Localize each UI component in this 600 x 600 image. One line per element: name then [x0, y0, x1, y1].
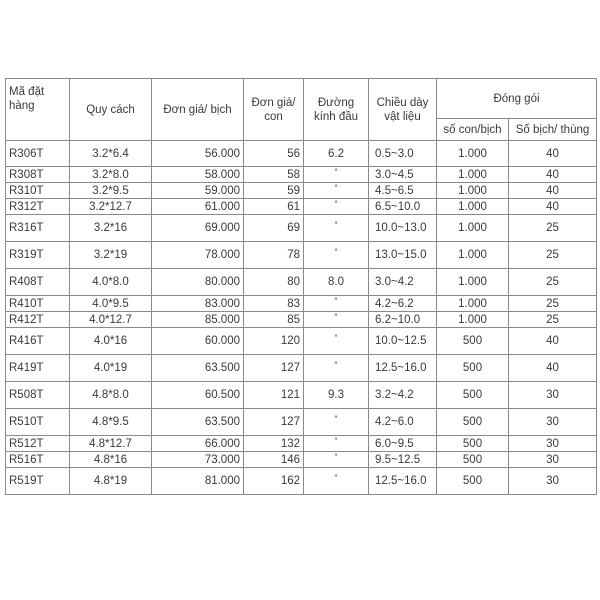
cell-head-diameter: “	[304, 196, 369, 212]
header-price-per-bag: Đơn giá/ bịch	[152, 79, 244, 141]
cell-units-per-bag: 1.000	[437, 215, 509, 242]
header-code: Mã đặt hàng	[6, 79, 70, 141]
cell-code: R510T	[6, 409, 70, 436]
cell-price-per-bag: 85.000	[152, 312, 244, 328]
cell-code: R412T	[6, 312, 70, 328]
cell-price-per-unit: 162	[244, 468, 304, 495]
cell-code: R516T	[6, 452, 70, 468]
cell-material-thickness: 4.2~6.0	[369, 409, 437, 436]
cell-material-thickness: 13.0~15.0	[369, 242, 437, 269]
cell-code: R519T	[6, 468, 70, 495]
cell-units-per-bag: 500	[437, 355, 509, 382]
cell-price-per-bag: 80.000	[152, 269, 244, 296]
cell-spec: 4.0*8.0	[70, 269, 152, 296]
cell-price-per-bag: 60.000	[152, 328, 244, 355]
cell-material-thickness: 10.0~12.5	[369, 328, 437, 355]
cell-spec: 3.2*19	[70, 242, 152, 269]
cell-spec: 4.0*12.7	[70, 312, 152, 328]
cell-head-diameter: 6.2	[304, 141, 369, 167]
cell-spec: 3.2*16	[70, 215, 152, 242]
cell-price-per-unit: 121	[244, 382, 304, 409]
cell-bags-per-box: 30	[509, 452, 597, 468]
cell-price-per-bag: 59.000	[152, 183, 244, 199]
cell-bags-per-box: 40	[509, 355, 597, 382]
cell-head-diameter: “	[304, 352, 369, 379]
cell-material-thickness: 4.2~6.2	[369, 296, 437, 312]
cell-units-per-bag: 500	[437, 452, 509, 468]
cell-price-per-unit: 83	[244, 296, 304, 312]
table-row	[6, 296, 597, 312]
header-packaging: Đóng gói	[437, 79, 597, 119]
cell-price-per-bag: 56.000	[152, 141, 244, 167]
table-row	[6, 355, 597, 382]
cell-spec: 3.2*8.0	[70, 167, 152, 183]
cell-head-diameter: “	[304, 465, 369, 492]
cell-units-per-bag: 1.000	[437, 242, 509, 269]
cell-code: R410T	[6, 296, 70, 312]
cell-price-per-unit: 56	[244, 141, 304, 167]
table-row	[6, 452, 597, 468]
table-row	[6, 141, 597, 167]
cell-spec: 4.8*8.0	[70, 382, 152, 409]
cell-units-per-bag: 1.000	[437, 312, 509, 328]
cell-units-per-bag: 1.000	[437, 199, 509, 215]
cell-bags-per-box: 30	[509, 436, 597, 452]
cell-material-thickness: 3.0~4.2	[369, 269, 437, 296]
cell-price-per-unit: 85	[244, 312, 304, 328]
cell-material-thickness: 6.5~10.0	[369, 199, 437, 215]
cell-material-thickness: 6.2~10.0	[369, 312, 437, 328]
cell-material-thickness: 10.0~13.0	[369, 215, 437, 242]
cell-spec: 4.0*16	[70, 328, 152, 355]
table-row	[6, 312, 597, 328]
cell-bags-per-box: 25	[509, 296, 597, 312]
cell-units-per-bag: 1.000	[437, 296, 509, 312]
cell-head-diameter: “	[304, 239, 369, 266]
cell-code: R306T	[6, 141, 70, 167]
cell-code: R416T	[6, 328, 70, 355]
cell-price-per-unit: 132	[244, 436, 304, 452]
cell-bags-per-box: 40	[509, 167, 597, 183]
cell-spec: 4.8*16	[70, 452, 152, 468]
rivet-price-table	[5, 78, 597, 495]
cell-head-diameter: “	[304, 449, 369, 465]
cell-price-per-bag: 60.500	[152, 382, 244, 409]
cell-units-per-bag: 1.000	[437, 167, 509, 183]
table-row	[6, 183, 597, 199]
cell-price-per-bag: 73.000	[152, 452, 244, 468]
cell-material-thickness: 12.5~16.0	[369, 468, 437, 495]
header-head-diameter: Đường kính đầu	[304, 79, 369, 141]
cell-bags-per-box: 30	[509, 468, 597, 495]
cell-head-diameter: “	[304, 406, 369, 433]
header-price-per-unit: Đơn giá/ con	[244, 79, 304, 141]
cell-bags-per-box: 25	[509, 242, 597, 269]
cell-price-per-unit: 61	[244, 199, 304, 215]
cell-price-per-bag: 69.000	[152, 215, 244, 242]
cell-head-diameter: 9.3	[304, 382, 369, 409]
cell-price-per-bag: 61.000	[152, 199, 244, 215]
cell-spec: 3.2*12.7	[70, 199, 152, 215]
cell-bags-per-box: 40	[509, 183, 597, 199]
cell-code: R419T	[6, 355, 70, 382]
table-row	[6, 215, 597, 242]
table-row	[6, 242, 597, 269]
cell-code: R408T	[6, 269, 70, 296]
cell-spec: 4.8*19	[70, 468, 152, 495]
cell-material-thickness: 4.5~6.5	[369, 183, 437, 199]
cell-code: R512T	[6, 436, 70, 452]
cell-spec: 4.0*9.5	[70, 296, 152, 312]
cell-code: R319T	[6, 242, 70, 269]
cell-units-per-bag: 1.000	[437, 269, 509, 296]
table-row	[6, 382, 597, 409]
cell-code: R316T	[6, 215, 70, 242]
header-bags-per-box: Số bịch/ thùng	[509, 119, 597, 141]
cell-code: R508T	[6, 382, 70, 409]
cell-price-per-unit: 120	[244, 328, 304, 355]
cell-spec: 4.0*19	[70, 355, 152, 382]
table-row	[6, 436, 597, 452]
cell-material-thickness: 3.0~4.5	[369, 167, 437, 183]
cell-material-thickness: 6.0~9.5	[369, 436, 437, 452]
cell-bags-per-box: 30	[509, 382, 597, 409]
cell-bags-per-box: 25	[509, 269, 597, 296]
cell-head-diameter: “	[304, 180, 369, 196]
cell-material-thickness: 0.5~3.0	[369, 141, 437, 167]
cell-price-per-unit: 58	[244, 167, 304, 183]
cell-price-per-unit: 59	[244, 183, 304, 199]
cell-bags-per-box: 40	[509, 199, 597, 215]
table-row	[6, 328, 597, 355]
cell-price-per-unit: 80	[244, 269, 304, 296]
cell-head-diameter: “	[304, 164, 369, 180]
table-row	[6, 167, 597, 183]
cell-head-diameter: “	[304, 212, 369, 239]
cell-code: R308T	[6, 167, 70, 183]
cell-head-diameter: “	[304, 309, 369, 325]
header-material-thickness: Chiều dày vật liệu	[369, 79, 437, 141]
cell-spec: 4.8*12.7	[70, 436, 152, 452]
cell-units-per-bag: 500	[437, 468, 509, 495]
cell-spec: 3.2*9.5	[70, 183, 152, 199]
cell-material-thickness: 3.2~4.2	[369, 382, 437, 409]
cell-units-per-bag: 1.000	[437, 141, 509, 167]
cell-price-per-unit: 146	[244, 452, 304, 468]
cell-units-per-bag: 1.000	[437, 183, 509, 199]
cell-price-per-bag: 66.000	[152, 436, 244, 452]
cell-price-per-unit: 127	[244, 409, 304, 436]
cell-code: R310T	[6, 183, 70, 199]
cell-price-per-bag: 83.000	[152, 296, 244, 312]
cell-head-diameter: 8.0	[304, 269, 369, 296]
cell-units-per-bag: 500	[437, 436, 509, 452]
cell-price-per-bag: 63.500	[152, 409, 244, 436]
cell-spec: 3.2*6.4	[70, 141, 152, 167]
table-row	[6, 269, 597, 296]
cell-bags-per-box: 30	[509, 409, 597, 436]
cell-units-per-bag: 500	[437, 328, 509, 355]
cell-price-per-unit: 78	[244, 242, 304, 269]
cell-code: R312T	[6, 199, 70, 215]
cell-head-diameter: “	[304, 293, 369, 309]
cell-price-per-bag: 81.000	[152, 468, 244, 495]
cell-price-per-unit: 69	[244, 215, 304, 242]
cell-material-thickness: 12.5~16.0	[369, 355, 437, 382]
cell-head-diameter: “	[304, 325, 369, 352]
cell-head-diameter: “	[304, 433, 369, 449]
cell-material-thickness: 9.5~12.5	[369, 452, 437, 468]
table-row	[6, 409, 597, 436]
header-units-per-bag: số con/bịch	[437, 119, 509, 141]
cell-bags-per-box: 40	[509, 328, 597, 355]
cell-units-per-bag: 500	[437, 382, 509, 409]
cell-bags-per-box: 40	[509, 141, 597, 167]
cell-bags-per-box: 25	[509, 312, 597, 328]
cell-spec: 4.8*9.5	[70, 409, 152, 436]
cell-price-per-bag: 58.000	[152, 167, 244, 183]
cell-price-per-bag: 63.500	[152, 355, 244, 382]
header-spec: Quy cách	[70, 79, 152, 141]
cell-price-per-unit: 127	[244, 355, 304, 382]
table-row	[6, 199, 597, 215]
cell-price-per-bag: 78.000	[152, 242, 244, 269]
cell-bags-per-box: 25	[509, 215, 597, 242]
cell-units-per-bag: 500	[437, 409, 509, 436]
table-row	[6, 468, 597, 495]
